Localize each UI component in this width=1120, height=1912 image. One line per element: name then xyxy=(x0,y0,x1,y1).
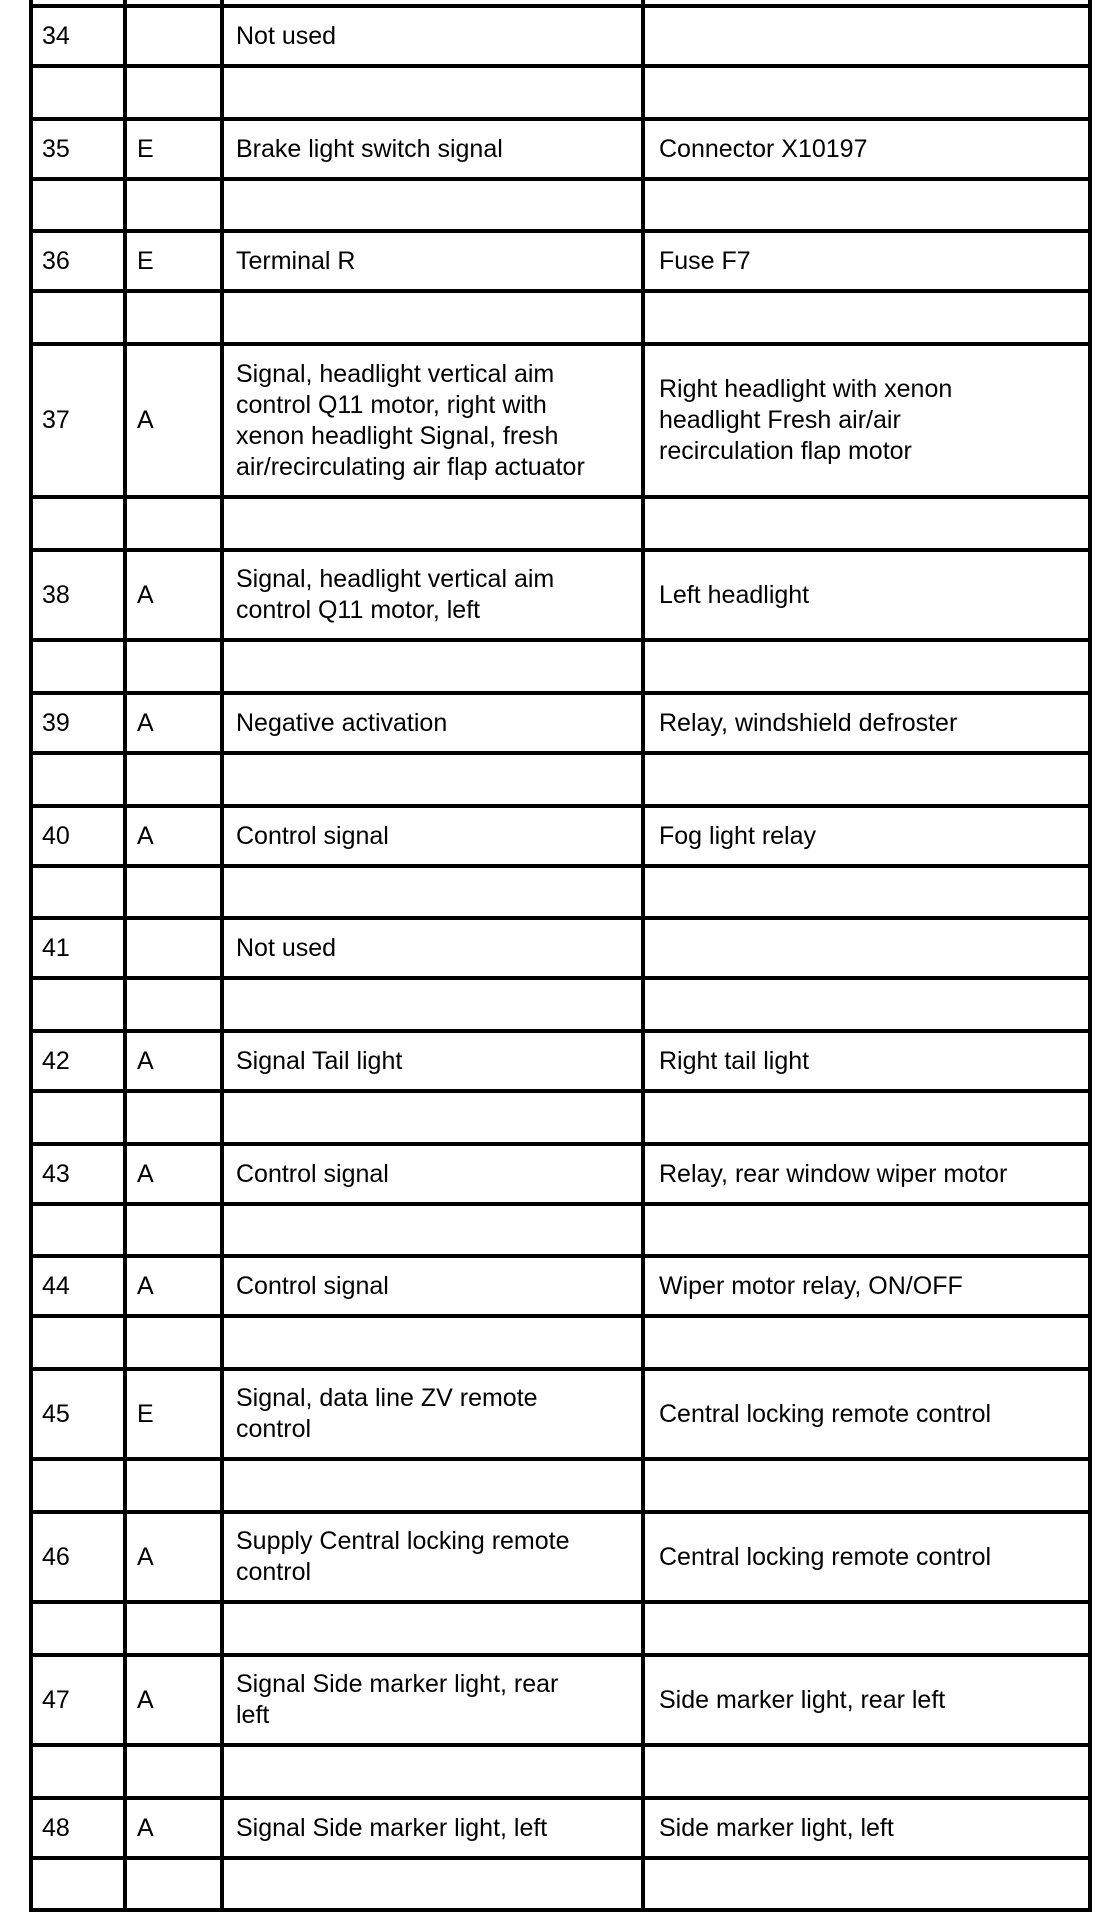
pin-number-cell: 38 xyxy=(42,580,70,609)
pin-number-cell: 43 xyxy=(42,1159,70,1188)
pin-number-cell: 47 xyxy=(42,1685,70,1714)
row-top-line xyxy=(29,1796,1092,1800)
table-row xyxy=(29,6,1092,66)
row-bottom-line xyxy=(29,1457,1092,1461)
pin-number-cell: 34 xyxy=(42,21,70,50)
table-row xyxy=(29,918,1092,978)
table-row xyxy=(29,231,1092,291)
row-bottom-line xyxy=(29,177,1092,181)
table-row xyxy=(29,344,1092,497)
direction-cell: E xyxy=(137,246,154,275)
row-bottom-line xyxy=(29,1089,1092,1093)
connection-cell: Side marker light, rear left xyxy=(659,1685,946,1714)
pin-number-cell: 40 xyxy=(42,821,70,850)
direction-cell: A xyxy=(137,406,154,434)
description-cell: Signal Side marker light, rear left xyxy=(236,1670,559,1729)
pin-number-cell: 42 xyxy=(42,1046,70,1075)
pin-number-cell: 48 xyxy=(42,1813,70,1842)
row-bottom-line xyxy=(29,1908,1092,1912)
connection-cell: Right tail light xyxy=(659,1046,810,1075)
table-row xyxy=(29,1655,1092,1745)
row-top-line xyxy=(29,342,1092,346)
direction-cell: A xyxy=(137,1542,154,1571)
table-row xyxy=(29,1369,1092,1459)
description-cell: Signal, headlight vertical aim control Q11 motor, right with xenon headlight Signal, fresh air/recirculating air flap actuator xyxy=(236,359,585,481)
description-cell: Supply Central locking remote control xyxy=(236,1527,570,1586)
direction-cell: A xyxy=(137,708,154,737)
description-cell: Terminal R xyxy=(236,246,356,275)
connection-cell: Right headlight with xenon headlight Fresh air/air recirculation flap motor xyxy=(659,375,953,465)
row-top-line xyxy=(29,1254,1092,1258)
connection-cell: Central locking remote control xyxy=(659,1399,992,1428)
row-top-line xyxy=(29,548,1092,552)
description-cell: Signal, headlight vertical aim control Q11 motor, left xyxy=(236,565,555,624)
row-top-line xyxy=(29,229,1092,233)
direction-cell xyxy=(137,6,217,66)
pin-number-cell: 39 xyxy=(42,708,70,737)
direction-cell: A xyxy=(137,1813,154,1842)
row-top-line xyxy=(29,691,1092,695)
description-cell: Signal Side marker light, left xyxy=(236,1813,548,1842)
description-cell: Negative activation xyxy=(236,708,448,737)
connection-cell: Connector X10197 xyxy=(659,134,868,163)
pin-number-cell: 41 xyxy=(42,933,70,962)
row-bottom-line xyxy=(29,1202,1092,1206)
row-bottom-line xyxy=(29,1314,1092,1318)
row-top-line xyxy=(29,117,1092,121)
row-bottom-line xyxy=(29,64,1092,68)
direction-cell: A xyxy=(137,1685,154,1714)
row-bottom-line xyxy=(29,289,1092,293)
connection-cell xyxy=(659,918,1089,978)
table-row xyxy=(29,1512,1092,1602)
row-bottom-line xyxy=(29,1743,1092,1747)
direction-cell: A xyxy=(137,580,154,609)
connection-cell: Wiper motor relay, ON/OFF xyxy=(659,1271,963,1300)
row-top-line xyxy=(29,804,1092,808)
row-bottom-line xyxy=(29,751,1092,755)
row-top-line xyxy=(29,4,1092,8)
row-bottom-line xyxy=(29,864,1092,868)
direction-cell: A xyxy=(137,1046,154,1075)
description-cell: Control signal xyxy=(236,1271,389,1300)
table-row xyxy=(29,806,1092,866)
direction-cell: E xyxy=(137,134,154,163)
pin-number-cell: 37 xyxy=(42,406,70,434)
connection-cell xyxy=(659,6,1089,66)
description-cell: Not used xyxy=(236,21,337,50)
pin-number-cell: 36 xyxy=(42,246,70,275)
row-top-line xyxy=(29,1142,1092,1146)
table-row xyxy=(29,1031,1092,1091)
pin-number-cell: 45 xyxy=(42,1399,70,1428)
direction-cell xyxy=(137,918,217,978)
row-bottom-line xyxy=(29,1600,1092,1604)
row-top-line xyxy=(29,1653,1092,1657)
table-row xyxy=(29,550,1092,640)
direction-cell: A xyxy=(137,821,154,850)
connection-cell: Relay, rear window wiper motor xyxy=(659,1159,1008,1188)
connection-cell: Fuse F7 xyxy=(659,246,751,275)
pin-number-cell: 44 xyxy=(42,1271,70,1300)
connection-cell: Left headlight xyxy=(659,580,810,609)
row-top-line xyxy=(29,1029,1092,1033)
connection-cell: Side marker light, left xyxy=(659,1813,894,1842)
row-bottom-line xyxy=(29,976,1092,980)
table-row xyxy=(29,693,1092,753)
table-row xyxy=(29,1144,1092,1204)
connection-cell: Relay, windshield defroster xyxy=(659,708,958,737)
direction-cell: E xyxy=(137,1399,154,1428)
row-top-line xyxy=(29,1510,1092,1514)
pin-number-cell: 46 xyxy=(42,1542,70,1571)
description-cell: Control signal xyxy=(236,821,389,850)
connection-cell: Central locking remote control xyxy=(659,1542,992,1571)
table-row xyxy=(29,119,1092,179)
pin-number-cell: 35 xyxy=(42,134,70,163)
table-row xyxy=(29,1798,1092,1858)
description-cell: Not used xyxy=(236,933,337,962)
row-bottom-line xyxy=(29,495,1092,499)
description-cell: Signal Tail light xyxy=(236,1046,403,1075)
description-cell: Signal, data line ZV remote control xyxy=(236,1384,538,1443)
row-top-line xyxy=(29,1367,1092,1371)
row-bottom-line xyxy=(29,638,1092,642)
connection-cell: Fog light relay xyxy=(659,821,817,850)
row-top-line xyxy=(29,916,1092,920)
row-bottom-line xyxy=(29,1856,1092,1860)
direction-cell: A xyxy=(137,1159,154,1188)
description-cell: Control signal xyxy=(236,1159,389,1188)
table-row xyxy=(29,1256,1092,1316)
description-cell: Brake light switch signal xyxy=(236,134,503,163)
direction-cell: A xyxy=(137,1271,154,1300)
